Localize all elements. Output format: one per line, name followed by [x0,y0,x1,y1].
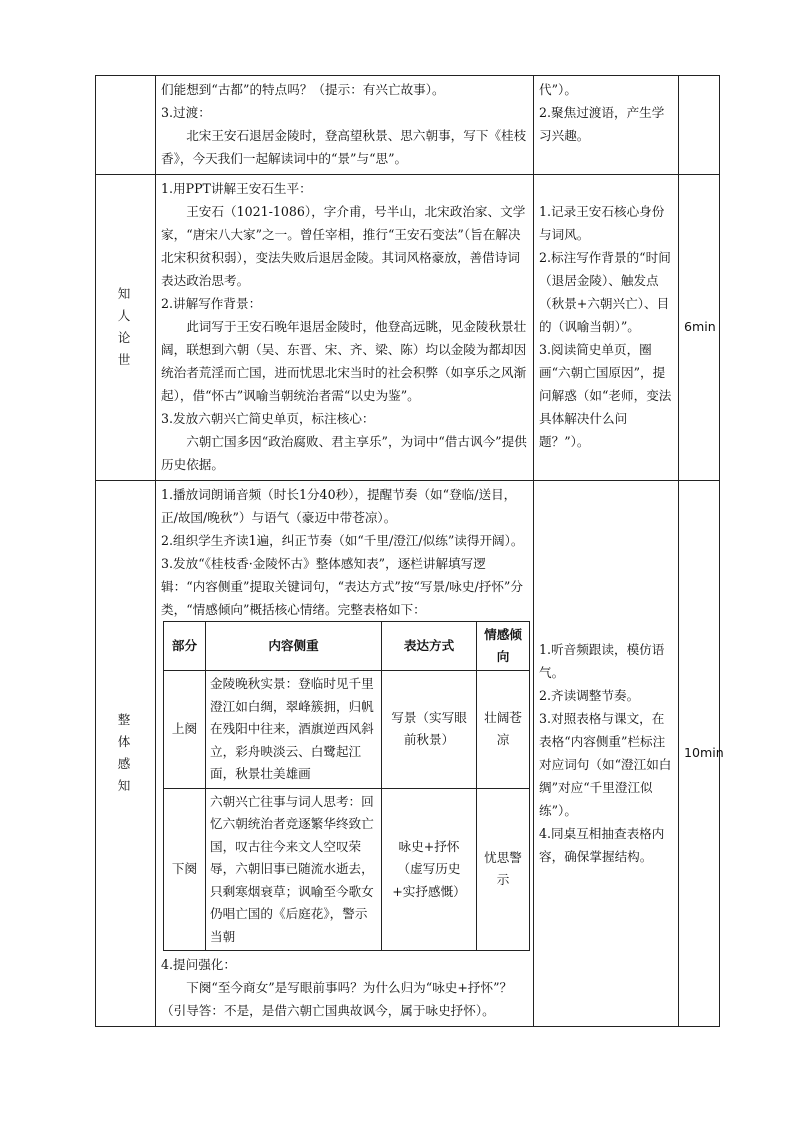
paragraph: 1.用PPT讲解王安石生平： [161,181,312,196]
paragraph: 4.提问强化： [161,957,236,972]
paragraph: 下阕“至今商女”是写眼前事吗？为什么归为“咏史+抒怀”？（引导答：不是，是借六朝亡国典故讽今，属于咏史抒怀）。 [161,980,513,1018]
lesson-plan-table [95,75,724,1027]
time-cell: 10min [679,481,720,1027]
paragraph: 4.同桌互相抽查表格内容，确保掌握结构。 [539,825,665,864]
student-activity-cell [534,481,679,1027]
table-row [96,481,720,1027]
paragraph: 北宋王安石退居金陵时，登高望秋景、思六朝事，写下《桂枝香》，今天我们一起解读词中的“景”与“思”。 [161,128,527,166]
paragraph: 王安石（1021-1086），字介甫，号半山，北宋政治家、文学家，“唐宋八大家”之一。曾任宰相，推行“王安石变法”（旨在解决北宋积贫积弱），变法失败后退居金陵。其词风格豪放，善借诗词表达政治思考。 [161,204,526,288]
content-cell: 金陵晚秋实景：登临时见千里澄江如白绸，翠峰簇拥，归帆在残阳中往来，酒旗逆西风斜立，彩舟映淡云、白鹭起江面，秋景壮美雄画 [206,671,382,789]
table-header-row [164,622,530,671]
paragraph: 3.对照表格与课文，在表格“内容侧重”栏标注对应词句（如“澄江如白绸”对应“千里澄江似练”）。 [539,710,672,818]
stage-label: 整体感知 [117,711,134,793]
paragraph: 1.记录王安石核心身份与词风。 [539,204,665,242]
paragraph: 2.组织学生齐读1遍，纠正节奏（如“千里/澄江/似练”读得开阔）。 [161,533,524,548]
column-header: 情感倾向 [477,622,530,671]
table-row [96,175,720,481]
stage-cell [96,76,156,175]
paragraph: 代”）。 [539,82,577,97]
paragraph: 此词写于王安石晚年退居金陵时，他登高远眺，见金陵秋景壮阔，联想到六朝（吴、东晋、宋、齐、梁、陈）均以金陵为都却因统治者荒淫而亡国，进而忧思北宋当时的社会积弊（如享乐之风渐起），借“怀古”讽喻当朝统治者需“以史为鉴”。 [161,319,527,403]
paragraph: 2.齐读调整节奏。 [539,687,640,703]
table-row [164,788,530,951]
column-header: 部分 [164,622,206,671]
time-cell: 6min [679,175,720,481]
lesson-plan-page [95,75,724,1027]
method-cell: 咏史+抒怀（虚写历史+实抒感慨） [382,788,477,951]
stage-cell [96,175,156,481]
paragraph: 2.标注写作背景的“时间（退居金陵）、触发点（秋景+六朝兴亡）、目的（讽喻当朝）”。 [539,250,671,334]
paragraph: 1.听音频跟读，模仿语气。 [539,641,665,680]
teacher-activity-cell [156,481,534,1027]
part-cell: 上阕 [164,671,206,789]
teacher-activity-cell [156,76,534,175]
paragraph: 2.聚焦过渡语，产生学习兴趣。 [539,105,665,143]
emotion-cell: 忧思警示 [477,788,530,951]
student-activity-cell [534,175,679,481]
stage-cell [96,481,156,1027]
content-cell: 六朝兴亡往事与词人思考：回忆六朝统治者竞逐繁华终致亡国，叹古往今来文人空叹荣辱，六朝旧事已随流水逝去，只剩寒烟衰草；讽喻至今歌女仍唱亡国的《后庭花》，警示当朝 [206,788,382,951]
paragraph: 3.过渡： [161,105,211,120]
method-cell: 写景（实写眼前秋景） [382,671,477,789]
column-header: 表达方式 [382,622,477,671]
paragraph: 3.发放六朝兴亡简史单页，标注核心： [161,411,375,426]
paragraph: 六朝亡国多因“政治腐败、君主享乐”，为词中“借古讽今”提供历史依据。 [161,434,527,472]
paragraph: 3.阅读简史单页，圈画“六朝亡国原因”，提问解惑（如“老师，变法具体解决什么问题？”）。 [539,342,672,449]
column-header: 内容侧重 [206,622,382,671]
table-row [164,671,530,789]
student-activity-cell [534,76,679,175]
paragraph: 2.讲解写作背景： [161,296,262,311]
perception-table [163,621,530,951]
teacher-activity-cell [156,175,534,481]
table-row [96,76,720,175]
paragraph: 们能想到“古都”的特点吗？（提示：有兴亡故事）。 [161,82,445,97]
time-cell [679,76,720,175]
emotion-cell: 壮阔苍凉 [477,671,530,789]
paragraph: 3.发放“《桂枝香·金陵怀古》整体感知表”，逐栏讲解填写逻辑：“内容侧重”提取关键词句，“表达方式”按“写景/咏史/抒怀”分类，“情感倾向”概括核心情绪。完整表格如下： [161,556,523,617]
part-cell: 下阕 [164,788,206,951]
stage-label: 知人论世 [117,285,134,367]
paragraph: 1.播放词朗诵音频（时长1分40秒），提醒节奏（如“登临/送目，正/故国/晚秋”）与语气（豪迈中带苍凉）。 [161,487,517,525]
